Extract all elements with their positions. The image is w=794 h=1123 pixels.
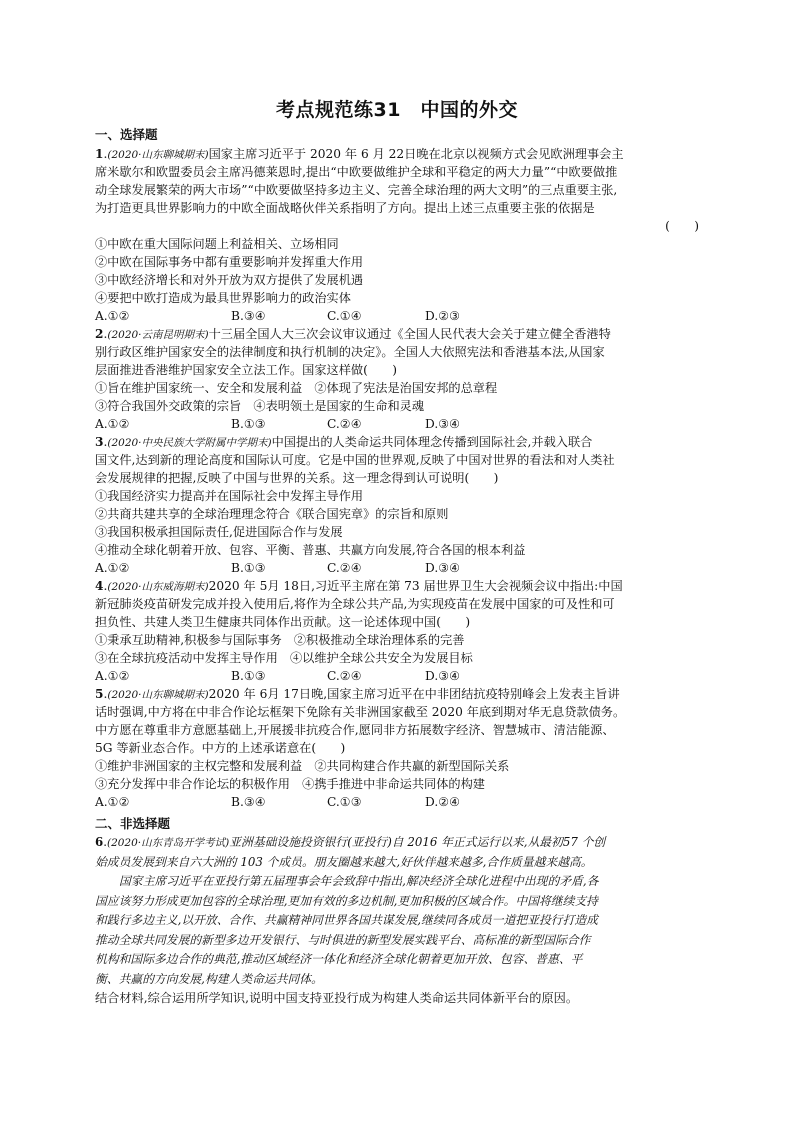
q5-line-3: 中方愿在尊重非方意愿基础上,开展援非抗疫合作,愿同非方拓展数字经济、智慧城市、清洁能源、 (95, 723, 615, 737)
q4-item-1: ①秉承互助精神,积极参与国际事务 ②积极推动全球治理体系的完善 (95, 633, 465, 647)
q1-source: (2020·山东聊城期末) (107, 149, 209, 161)
q1-line-4: 为打造更具世界影响力的中欧全面战略伙伴关系指明了方向。提出上述三点重要主张的依据是 (95, 201, 595, 215)
q5-option-b: B.③④ (231, 795, 266, 809)
q6-material-6: 推动全球共同发展的新型多边开发银行、与时俱进的新型发展实践平台、高标准的新型国际合作 (95, 932, 591, 947)
q5-source: (2020·山东聊城期末) (107, 689, 209, 701)
q6-material-7: 机构和国际多边合作的典范,推动区域经济一体化和经济全球化朝着更加开放、包容、普惠、平 (95, 952, 583, 966)
q3-text-1: 中国提出的人类命运共同体理念传播到国际社会,并载入联合 (271, 435, 593, 449)
q4-line-3: 担负性、共建人类卫生健康共同体作出贡献。这一论述体现中国( ) (95, 615, 471, 629)
q4-option-b: B.①③ (231, 669, 266, 683)
q5-line-1: 5.(2020·山东聊城期末)2020 年 6月 17日晚,国家主席习近平在中非团结抗疫特别峰会上发表主旨讲 (95, 687, 620, 701)
q4-option-d: D.③④ (425, 669, 461, 683)
q1-item-2: ②中欧在国际事务中都有重要影响并发挥重大作用 (95, 255, 364, 269)
q2-line-3: 层面推进香港维护国家安全立法工作。国家这样做( ) (95, 363, 398, 377)
q4-item-2: ③在全球抗疫活动中发挥主导作用 ④以维护全球公共安全为发展目标 (95, 651, 473, 665)
q5-option-a: A.①② (95, 795, 130, 809)
q3-line-3: 会发展规律的把握,反映了中国与世界的关系。这一理念得到认可说明( ) (95, 471, 499, 485)
q2-text-1: 十三届全国人大三次会议审议通过《全国人民代表大会关于建立健全香港特 (208, 327, 611, 341)
q1-line-2: 席米歇尔和欧盟委员会主席冯德莱恩时,提出“中欧要做维护全球和平稳定的两大力量”“中欧要做推 (95, 165, 618, 179)
q6-material-8: 衡、共赢的方向发展,构建人类命运共同体。 (95, 971, 323, 986)
q3-line-2: 国文件,达到新的理论高度和国际认可度。它是中国的世界观,反映了中国对世界的看法和对人类社 (95, 453, 615, 467)
q3-option-c: C.②④ (327, 561, 362, 575)
q2-option-c: C.②④ (327, 417, 362, 431)
q6-material-4: 国应该努力形成更加包容的全球治理,更加有效的多边机制,更加积极的区域合作。中国将继续支持 (95, 893, 598, 908)
q4-line-2: 新冠肺炎疫苗研发完成并投入使用后,将作为全球公共产品,为实现疫苗在发展中国家的可及性和可 (95, 597, 615, 611)
q2-item-1: ①旨在维护国家统一、安全和发展利益 ②体现了宪法是治国安邦的总章程 (95, 381, 498, 395)
q4-option-a: A.①② (95, 669, 130, 683)
q1-answer-paren: ( ) (665, 219, 699, 233)
q2-source: (2020·云南昆明期末) (107, 329, 209, 341)
q6-question: 结合材料,综合运用所学知识,说明中国支持亚投行成为构建人类命运共同体新平台的原因。 (95, 991, 579, 1005)
q5-text-1: 2020 年 6月 17日晚,国家主席习近平在中非团结抗疫特别峰会上发表主旨讲 (208, 687, 620, 701)
q5-item-2: ③充分发挥中非合作论坛的积极作用 ④携手推进中非命运共同体的构建 (95, 777, 485, 791)
q3-source: (2020·中央民族大学附属中学期末) (107, 437, 272, 449)
q2-item-2: ③符合我国外交政策的宗旨 ④表明领土是国家的生命和灵魂 (95, 399, 425, 413)
q6-line-1: 6.(2020·山东青岛开学考试)亚洲基础设施投资银行(亚投行)自 2016 年正式运行以来,从最初57 个创 (95, 835, 606, 849)
q4-option-c: C.②④ (327, 669, 362, 683)
q3-line-1: 3.(2020·中央民族大学附属中学期末)中国提出的人类命运共同体理念传播到国际社会,并载入联合 (95, 435, 593, 449)
q3-number: 3 (95, 435, 104, 449)
q1-text-1: 国家主席习近平于 2020 年 6 月 22日晚在北京以视频方式会见欧洲理事会主 (208, 147, 624, 161)
q6-material-5: 和践行多边主义,以开放、合作、共赢精神同世界各国共谋发展,继续同各成员一道把亚投行打造成 (95, 913, 598, 927)
q4-source: (2020·山东威海期末) (107, 581, 209, 593)
q1-item-1: ①中欧在重大国际问题上利益相关、立场相同 (95, 237, 339, 251)
q2-option-a: A.①② (95, 417, 130, 431)
q1-item-4: ④要把中欧打造成为最具世界影响力的政治实体 (95, 291, 351, 305)
q1-item-3: ③中欧经济增长和对外开放为双方提供了发展机遇 (95, 273, 364, 287)
q3-item-4: ④推动全球化朝着开放、包容、平衡、普惠、共赢方向发展,符合各国的根本利益 (95, 543, 526, 557)
q2-number: 2 (95, 327, 104, 341)
q2-option-b: B.①③ (231, 417, 266, 431)
q3-option-a: A.①② (95, 561, 130, 575)
q5-item-1: ①维护非洲国家的主权完整和发展利益 ②共同构建合作共赢的新型国际关系 (95, 759, 510, 773)
q3-item-3: ③我国积极承担国际责任,促进国际合作与发展 (95, 525, 343, 539)
q3-option-d: D.③④ (425, 561, 461, 575)
q4-text-1: 2020 年 5月 18日,习近平主席在第 73 届世界卫生大会视频会议中指出:中国 (208, 579, 623, 593)
q3-option-b: B.①③ (231, 561, 266, 575)
q4-line-1: 4.(2020·山东威海期末)2020 年 5月 18日,习近平主席在第 73 届世界卫生大会视频会议中指出:中国 (95, 579, 623, 593)
section-heading-choice: 一、选择题 (95, 127, 158, 142)
section-heading-nonchoice: 二、非选择题 (95, 816, 171, 831)
q6-number: 6 (95, 835, 104, 849)
q1-number: 1 (95, 147, 104, 161)
q1-option-a: A.①② (95, 309, 130, 323)
q5-option-d: D.②④ (425, 795, 461, 809)
page-title: 考点规范练31 中国的外交 (276, 99, 518, 121)
q4-number: 4 (95, 579, 104, 593)
q3-item-2: ②共商共建共享的全球治理理念符合《联合国宪章》的宗旨和原则 (95, 507, 449, 521)
q2-option-d: D.③④ (425, 417, 461, 431)
q1-option-b: B.③④ (231, 309, 266, 323)
q1-line-1: 1.(2020·山东聊城期末)国家主席习近平于 2020 年 6 月 22日晚在北京以视频方式会见欧洲理事会主 (95, 147, 624, 161)
q6-source: (2020·山东青岛开学考试) (106, 837, 230, 849)
q5-number: 5 (95, 687, 104, 701)
q6-material-2: 始成员发展到来自六大洲的 103 个成员。朋友圈越来越大,好伙伴越来越多,合作质量越来越高。 (95, 854, 593, 869)
q2-line-2: 别行政区维护国家安全的法律制度和执行机制的决定》。全国人大依照宪法和香港基本法,从国家 (95, 345, 605, 359)
q6-material-3: 国家主席习近平在亚投行第五届理事会年会致辞中指出,解决经济全球化进程中出现的矛盾,各 (119, 874, 599, 888)
q5-line-2: 话时强调,中方将在中非合作论坛框架下免除有关非洲国家截至 2020 年底到期对华无息贷款债务。 (95, 705, 626, 719)
q6-text-1: 亚洲基础设施投资银行(亚投行)自 2016 年正式运行以来,从最初57 个创 (229, 835, 606, 849)
q5-line-4: 5G 等新业态合作。中方的上述承诺意在( ) (95, 741, 346, 755)
q5-option-c: C.①③ (327, 795, 362, 809)
q2-line-1: 2.(2020·云南昆明期末)十三届全国人大三次会议审议通过《全国人民代表大会关于建立健全香港特 (95, 327, 611, 341)
q3-item-1: ①我国经济实力提高并在国际社会中发挥主导作用 (95, 489, 364, 503)
q1-option-d: D.②③ (425, 309, 461, 323)
q1-option-c: C.①④ (327, 309, 362, 323)
q1-line-3: 动全球发展繁荣的两大市场”“中欧要做坚持多边主义、完善全球治理的两大文明”的三点重要主张, (95, 183, 618, 197)
